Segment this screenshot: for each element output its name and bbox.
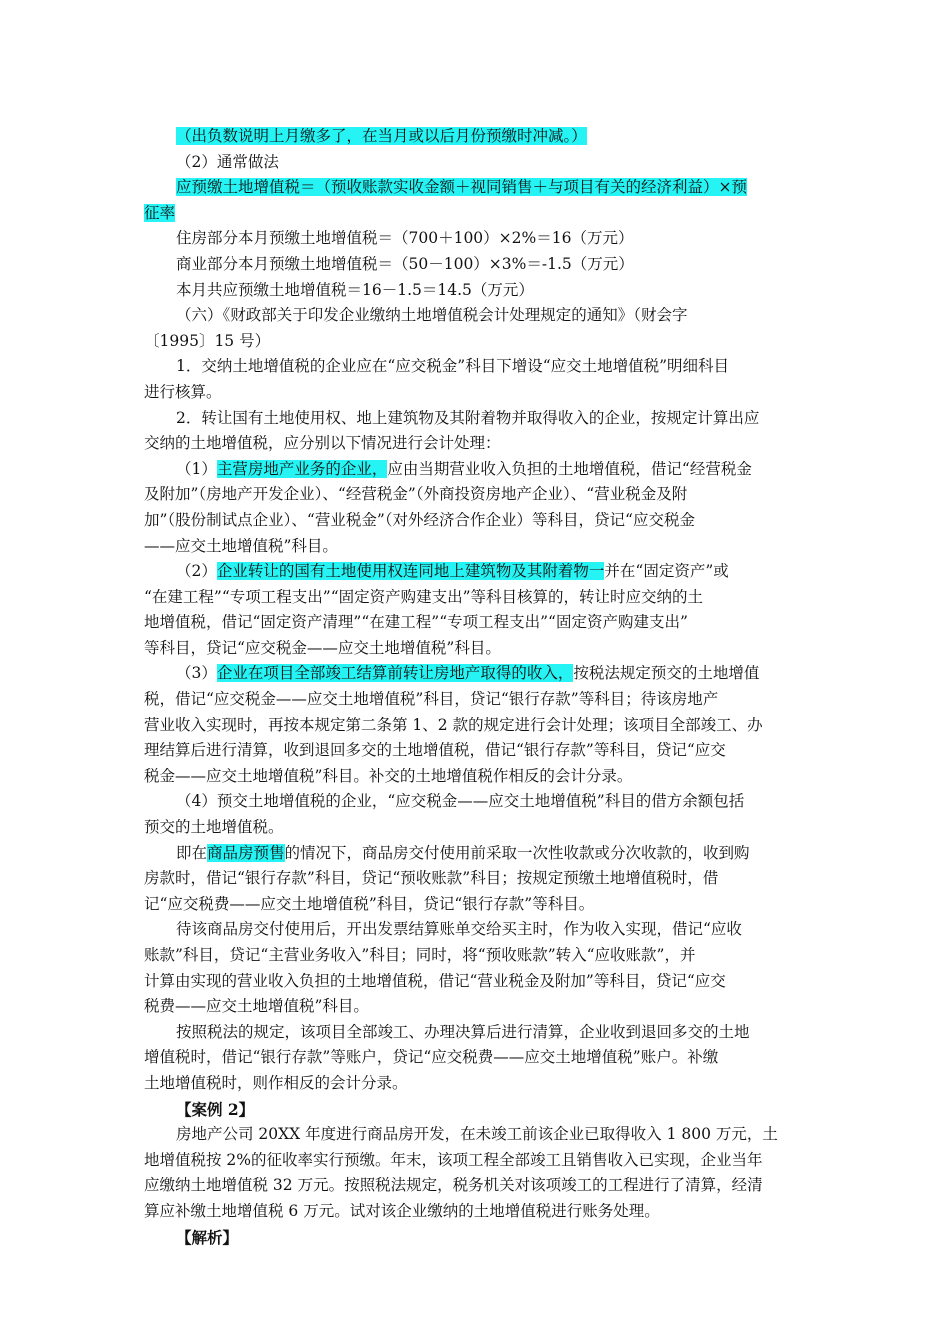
paragraph-line: （4）预交土地增值税的企业，“应交税金——应交土地增值税”科目的借方余额包括 <box>176 792 745 811</box>
highlighted-text: 应预缴土地增值税＝（预收账款实收金额＋视同销售＋与项目有关的经济利益）×预 <box>176 178 747 197</box>
paragraph-line: 税费——应交土地增值税”科目。 <box>144 997 369 1016</box>
highlighted-text: 企业在项目全部竣工结算前转让房地产取得的收入， <box>216 664 574 683</box>
paragraph-line: 房款时，借记“银行存款”科目，贷记“预收账款”科目；按规定预缴土地增值税时，借 <box>144 869 719 888</box>
paragraph-line: 增值税时，借记“银行存款”等账户，贷记“应交税费——应交土地增值税”账户。补缴 <box>144 1048 719 1067</box>
paragraph-line: 1．交纳土地增值税的企业应在“应交税金”科目下增设“应交土地增值税”明细科目 <box>176 357 730 376</box>
paragraph-line <box>144 124 810 150</box>
paragraph-line: 住房部分本月预缴土地增值税＝（700＋100）×2%＝16（万元） <box>176 229 634 248</box>
paragraph-line: 预交的土地增值税。 <box>144 818 284 837</box>
paragraph-line: （3）企业在项目全部竣工结算前转让房地产取得的收入，按税法规定预交的土地增值 <box>176 664 760 683</box>
paragraph-line: 商业部分本月预缴土地增值税＝（50－100）×3%＝-1.5（万元） <box>176 254 634 273</box>
paragraph-line: 营业收入实现时，再按本规定第二条第 1、2 款的规定进行会计处理；该项目全部竣工、办 <box>144 715 763 734</box>
paragraph-line: 税，借记“应交税金——应交土地增值税”科目，贷记“银行存款”等科目；待该房地产 <box>144 690 719 709</box>
paragraph-line: 本月共应预缴土地增值税＝16－1.5＝14.5（万元） <box>176 280 534 299</box>
highlighted-text: 商品房预售 <box>207 843 285 862</box>
paragraph-line: “在建工程”“专项工程支出”“固定资产购建支出”等科目核算的，转让时应交纳的土 <box>144 587 704 606</box>
highlighted-text: （出负数说明上月缴多了，在当月或以后月份预缴时冲减。） <box>176 127 587 145</box>
paragraph-line: 等科目，贷记“应交税金——应交土地增值税”科目。 <box>144 638 501 657</box>
paragraph-line: 交纳的土地增值税，应分别以下情况进行会计处理： <box>144 434 501 453</box>
paragraph-line: （2）通常做法 <box>176 152 279 171</box>
paragraph-line: 理结算后进行清算，收到退回多交的土地增值税，借记“银行存款”等科目，贷记“应交 <box>144 741 726 760</box>
paragraph-line: 2．转让国有土地使用权、地上建筑物及其附着物并取得收入的企业，按规定计算出应 <box>176 408 760 427</box>
paragraph-line: 地增值税按 2%的征收率实行预缴。年末，该项工程全部竣工且销售收入已实现，企业当年 <box>144 1150 763 1169</box>
paragraph-line: 即在商品房预售的情况下，商品房交付使用前采取一次性收款或分次收款的，收到购 <box>176 843 750 862</box>
paragraph-line: 及附加”（房地产开发企业）、“经营税金”（外商投资房地产企业）、“营业税金及附 <box>144 485 688 504</box>
highlighted-text: 主营房地产业务的企业， <box>216 459 388 478</box>
highlighted-text: 征率 <box>144 203 176 222</box>
paragraph-line: 房地产公司 20XX 年度进行商品房开发，在未竣工前该企业已取得收入 1 800 万元，土 <box>176 1125 778 1144</box>
paragraph-line: 进行核算。 <box>144 382 222 401</box>
paragraph-line: 算应补缴土地增值税 6 万元。试对该企业缴纳的土地增值税进行账务处理。 <box>144 1201 660 1220</box>
paragraph-line: ——应交土地增值税”科目。 <box>144 536 338 555</box>
paragraph-line: 土地增值税时，则作相反的会计分录。 <box>144 1073 408 1092</box>
paragraph-line: 〔1995〕15 号） <box>144 331 271 350</box>
paragraph-line: 按照税法的规定，该项目全部竣工、办理决算后进行清算，企业收到退回多交的土地 <box>176 1022 750 1041</box>
highlighted-text: 企业转让的国有土地使用权连同地上建筑物及其附着物一 <box>216 562 605 581</box>
paragraph-line: 计算由实现的营业收入负担的土地增值税，借记“营业税金及附加”等科目，贷记“应交 <box>144 971 726 990</box>
paragraph-line <box>144 201 810 227</box>
case-heading: 【案例 2】 <box>176 1099 255 1119</box>
paragraph-line: 待该商品房交付使用后，开出发票结算账单交给买主时，作为收入实现，借记“应收 <box>176 920 742 939</box>
paragraph-line: 应缴纳土地增值税 32 万元。按照税法规定，税务机关对该项竣工的工程进行了清算，经清 <box>144 1176 763 1195</box>
paragraph-line: （2）企业转让的国有土地使用权连同地上建筑物及其附着物一并在“固定资产”或 <box>176 562 729 581</box>
paragraph-line: 加”（股份制试点企业）、“营业税金”（对外经济合作企业）等科目，贷记“应交税金 <box>144 510 695 529</box>
paragraph-line: 记“应交税费——应交土地增值税”科目，贷记“银行存款”等科目。 <box>144 894 595 913</box>
paragraph-line: （1）主营房地产业务的企业，应由当期营业收入负担的土地增值税，借记“经营税金 <box>176 459 752 478</box>
paragraph-line: 账款”科目，贷记“主营业务收入”科目；同时，将“预收账款”转入“应收账款”，并 <box>144 946 696 964</box>
document-body <box>144 124 810 1250</box>
paragraph-line: （六）《财政部关于印发企业缴纳土地增值税会计处理规定的通知》（财会字 <box>176 306 688 325</box>
paragraph-line: 税金——应交土地增值税”科目。补交的土地增值税作相反的会计分录。 <box>144 766 633 785</box>
analysis-heading: 【解析】 <box>176 1227 239 1247</box>
paragraph-line <box>144 175 810 201</box>
paragraph-line: 地增值税，借记“固定资产清理”“在建工程”“专项工程支出”“固定资产购建支出” <box>144 613 688 632</box>
